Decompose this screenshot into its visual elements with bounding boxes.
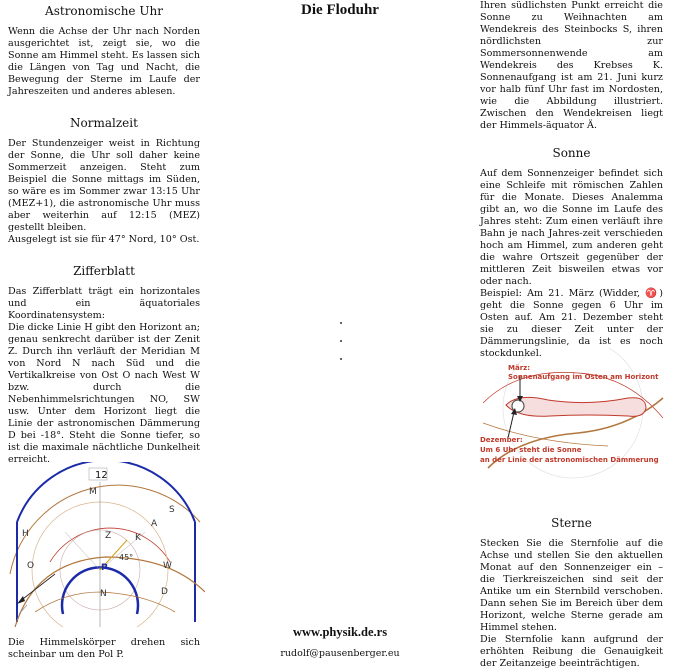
fig-label-sonnenaufgang: Sonnenaufgang im Osten am Horizont bbox=[508, 373, 659, 381]
dial-label-P: P bbox=[101, 563, 108, 573]
dial-label-H: H bbox=[22, 529, 29, 539]
paragraph-beispiel: Beispiel: Am 21. März (Widder, ♈) geht die Sonne gegen 6 Uhr im Osten auf. Am 21. Dezember steht sie zu dieser Zeit unter der Dämmerungslinie, da ist es noch stockdunkel. bbox=[480, 288, 663, 359]
paragraph-zifferblatt-intro: Das Zifferblatt trägt ein horizontales und ein äquatoriales Koordinatensystem: bbox=[8, 286, 200, 321]
paragraph-zifferblatt: Die dicke Linie H gibt den Horizont an; genau senkrecht darüber ist der Zenit Z. Durch ihn verläuft der Meridian M von Nord N nach Süd und die Vertikalkreise von Ost O nach West W bzw. durch die Nebenhimmelsrichtungen NO, SW usw. Unter dem Horizont liegt die Linie der astronomischen Dämmerung D bei -18°. Steht die Sonne tiefer, so ist die maximale nächtliche Dunkelheit erreicht. bbox=[8, 322, 200, 465]
analemma-figure bbox=[478, 348, 668, 483]
fold-mark-dot bbox=[340, 340, 342, 342]
middle-column bbox=[218, 0, 462, 670]
dial-label-W: W bbox=[163, 561, 172, 571]
fig-label-6uhr: Um 6 Uhr steht die Sonne bbox=[480, 446, 582, 454]
left-column bbox=[8, 0, 200, 466]
heading-zifferblatt: Zifferblatt bbox=[73, 264, 135, 278]
fig-label-daemmerung: an der Linie der astronomischen Dämmerung bbox=[480, 456, 659, 464]
dial-label-M: M bbox=[89, 487, 97, 497]
dial-label-O: O bbox=[27, 561, 35, 571]
page-title: Die Floduhr bbox=[301, 2, 379, 18]
paragraph-sterne: Stecken Sie die Sternfolie auf die Achse und stellen Sie den aktuellen Monat auf den Sonnenzeiger ein – die Tierkreiszeichen sind seit der Antike um ein Sternbild verschoben. Dann sehen Sie im Bereich über dem Horizont, welche Sterne gerade am Himmel stehen. bbox=[480, 538, 663, 633]
paragraph-astronomische-uhr: Wenn die Achse der Uhr nach Norden ausgerichtet ist, zeigt sie, wo die Sonne am Himmel steht. Es lassen sich die Längen von Tag und Nacht, die Bewegung der Sterne im Laufe der Jahreszeiten und anderes ablesen. bbox=[8, 26, 200, 97]
heading-sterne: Sterne bbox=[551, 516, 592, 530]
dial-label-45: 45° bbox=[119, 553, 134, 562]
dial-label-D: D bbox=[161, 587, 168, 597]
dial-label-A: A bbox=[151, 519, 158, 529]
dial-label-K: K bbox=[135, 533, 141, 543]
email-link[interactable]: rudolf@pausenberger.eu bbox=[280, 648, 400, 659]
right-column bbox=[480, 0, 663, 360]
paragraph-auslegung: Ausgelegt ist sie für 47° Nord, 10° Ost. bbox=[8, 234, 200, 245]
dial-label-Z: Z bbox=[105, 531, 112, 541]
paragraph-normalzeit: Der Stundenzeiger weist in Richtung der Sonne, die Uhr soll daher keine Sommerzeit anzeigen. Steht zum Beispiel die Sonne mittags im Süden, so wäre es im Sommer zwar 13:15 Uhr (MEZ+1), die astronomische Uhr muss aber weiterhin auf 12:15 (MEZ) gestellt bleiben. bbox=[8, 138, 200, 233]
dial-label-S: S bbox=[169, 505, 175, 515]
dial-label-12: 12 bbox=[95, 470, 108, 481]
heading-sonne: Sonne bbox=[552, 146, 591, 160]
paragraph-wendekreise: Ihren südlichsten Punkt erreicht die Sonne zu Weihnachten am Wendekreis des Steinbocks S, ihren nördlichsten zur Sommersonnenwende am Wendekreis des Krebses K. Sonnenaufgang ist am 21. Juni kurz vor halb fünf Uhr fast im Nordosten, wie die Abbildung illustriert. Zwischen den Wendekreisen liegt der Himmels-äquator Ä. bbox=[480, 0, 663, 131]
paragraph-pol: Die Himmelskörper drehen sich scheinbar um den Pol P. bbox=[8, 637, 200, 660]
paragraph-sternfolie: Die Sternfolie kann aufgrund der erhöhten Reibung die Genauigkeit der Zeitanzeige beeinträchtigen. bbox=[480, 634, 663, 669]
dial-label-N: N bbox=[100, 589, 107, 599]
dial-diagram bbox=[5, 462, 205, 627]
website-link[interactable]: www.physik.de.rs bbox=[292, 625, 388, 639]
fig-label-dezember: Dezember: bbox=[480, 436, 523, 444]
fold-mark-dot bbox=[340, 322, 342, 324]
paragraph-sonne: Auf dem Sonnenzeiger befindet sich eine Schleife mit römischen Zahlen für die Monate. Dieses Analemma gibt an, wo die Sonne im Laufe des Jahres steht: Zum einen verläuft ihre Bahn je nach Jahres-zeit verschieden hoch am Himmel, zum anderen geht die wahre Ortszeit gegenüber der mittleren Zeit bisweilen etwas vor oder nach. bbox=[480, 168, 663, 287]
heading-astronomische-uhr: Astronomische Uhr bbox=[45, 4, 163, 18]
fig-label-maerz: März: bbox=[508, 364, 531, 372]
sterne-section bbox=[480, 512, 663, 670]
fold-mark-dot bbox=[340, 358, 342, 360]
heading-normalzeit: Normalzeit bbox=[70, 116, 138, 130]
